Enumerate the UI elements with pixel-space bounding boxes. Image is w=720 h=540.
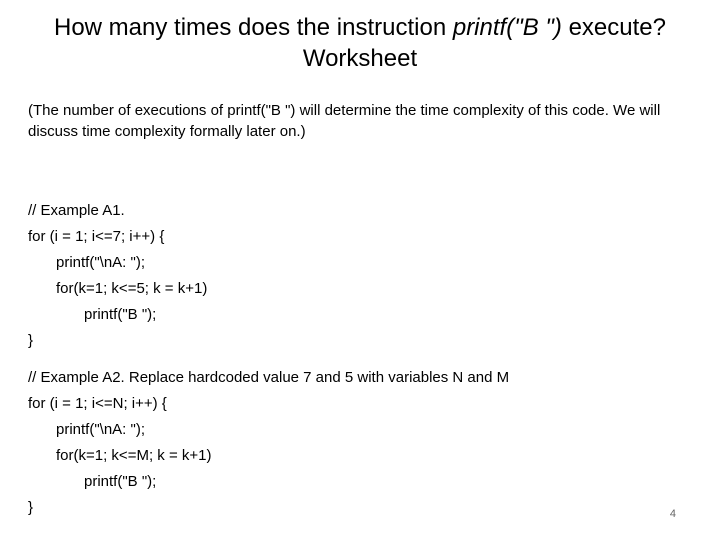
example-a1-comment: // Example A1. (28, 202, 125, 219)
example-a2-code (28, 365, 509, 521)
example-a1-print-b: printf("B "); (84, 306, 157, 323)
title-suffix: execute? (561, 14, 666, 41)
example-a1-code (28, 198, 207, 354)
example-a1-print-a: printf("\nA: "); (56, 254, 146, 271)
title-prefix: How many times does the instruction (54, 14, 453, 41)
example-a1-inner-loop: for(k=1; k<=5; k = k+1) (56, 280, 208, 297)
title-italic-code: printf("B ") (452, 14, 562, 41)
page-number: 4 (669, 508, 676, 520)
title-line-1 (0, 12, 720, 43)
intro-paragraph: (The number of executions of printf("B ") will determine the time complexity of this code. We will discuss time complexity formally later on.) (28, 102, 661, 140)
slide-title (0, 12, 720, 74)
example-a2-comment: // Example A2. Replace hardcoded value 7 and 5 with variables N and M (28, 369, 510, 386)
title-line-2: Worksheet (302, 45, 418, 72)
example-a2-print-b: printf("B "); (84, 473, 157, 490)
example-a2-close-brace: } (28, 499, 34, 516)
example-a2-outer-loop: for (i = 1; i<=N; i++) { (28, 395, 167, 412)
example-a1-close-brace: } (28, 332, 34, 349)
example-a2-print-a: printf("\nA: "); (56, 421, 146, 438)
example-a1-outer-loop: for (i = 1; i<=7; i++) { (28, 228, 165, 245)
example-a2-inner-loop: for(k=1; k<=M; k = k+1) (56, 447, 212, 464)
